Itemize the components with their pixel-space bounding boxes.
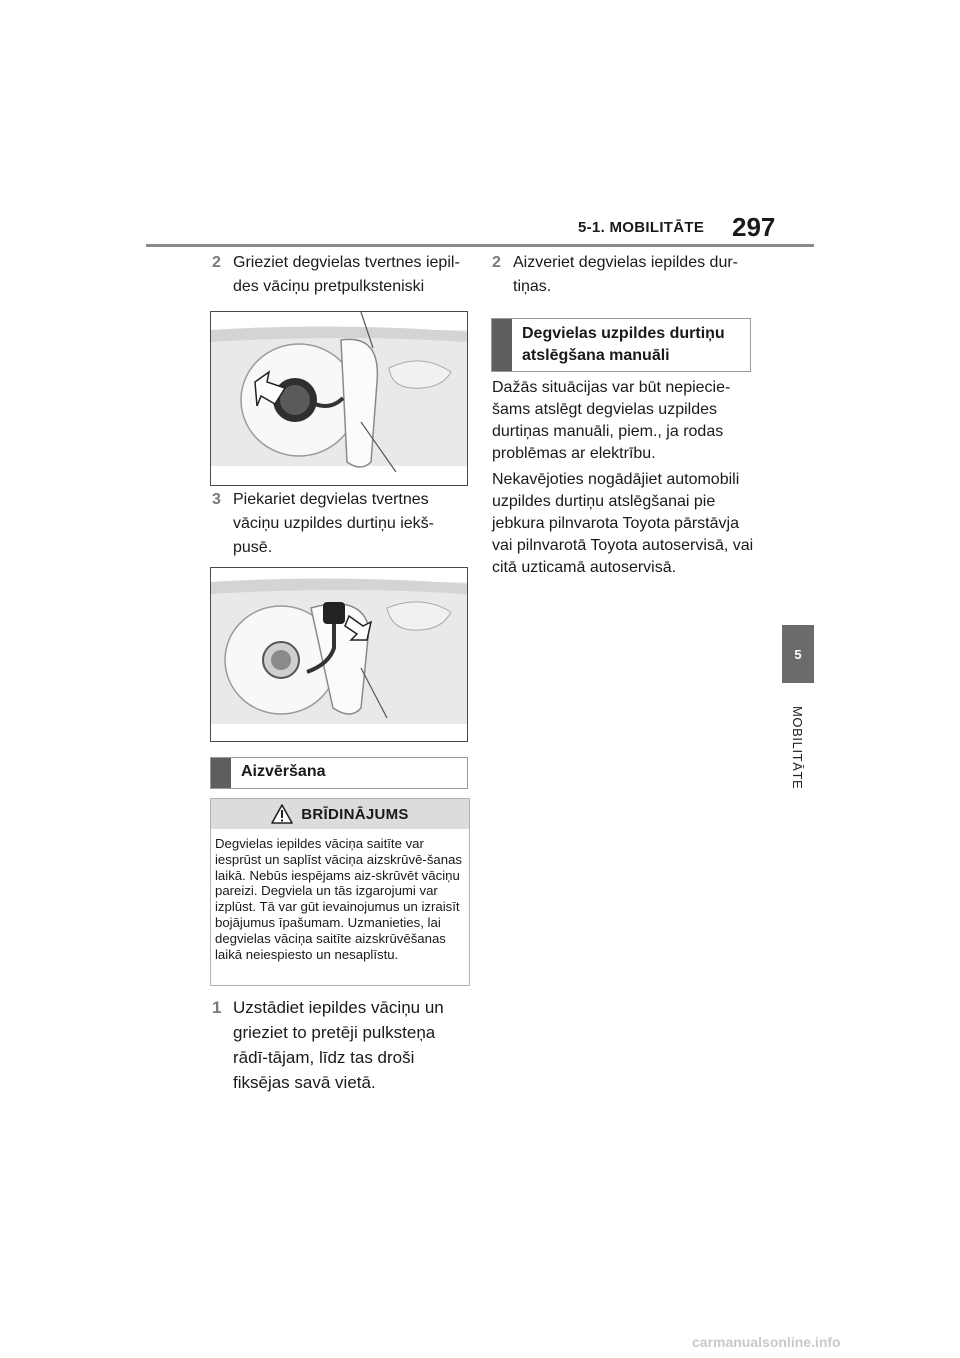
step-text: Uzstādiet iepildes vāciņu un grieziet to pretēji pulksteņa rādī-tājam, līdz tas droši fiksējas savā vietā. <box>233 998 444 1092</box>
warning-box <box>210 798 470 986</box>
paragraph-situations: Dažās situācijas var būt nepiecie-šams atslēgt degvielas uzpildes durtiņas manuāli, piem., ja rodas problēmas ar elektrību. <box>492 379 731 462</box>
step-text: Aizveriet degvielas iepildes dur-tiņas. <box>513 254 738 295</box>
warning-label: BRĪDINĀJUMS <box>301 805 409 823</box>
heading-bar <box>492 319 512 371</box>
step-number: 3 <box>212 491 221 508</box>
chapter-label: MOBILITĀTE <box>790 706 805 790</box>
warning-header <box>211 799 469 829</box>
closing-heading-box <box>210 757 468 789</box>
manual-heading-box <box>491 318 751 372</box>
step-open-3 <box>212 488 468 560</box>
manual-heading: Degvielas uzpildes durtiņu atslēgšana manuāli <box>522 325 725 364</box>
watermark: carmanualsonline.info <box>692 1334 841 1350</box>
warning-text: Degvielas iepildes vāciņa saitīte var iesprūst un saplīst vāciņa aizskrūvē-šanas laikā. Nebūs iespējams aiz-skrūvēt vāciņu pareizi. Degviela un tās izgarojumi var izplūst. Tā var gūt ievainojumus un izraisīt bojājumus īpašumam. Uzmanieties, lai degvielas vāciņa saitīte aizskrūvēšanas laikā neiespiesto un nesaplīstu. <box>215 836 463 962</box>
illustration-unscrew <box>211 312 467 485</box>
page-number: 297 <box>732 212 776 242</box>
step-open-2 <box>212 251 468 299</box>
step-number: 1 <box>212 998 222 1017</box>
figure-hang-cap <box>210 567 468 742</box>
step-number: 2 <box>212 254 221 271</box>
illustration-hang <box>211 568 467 741</box>
chapter-tab <box>782 625 814 683</box>
step-text: Piekariet degvielas tvertnes vāciņu uzpildes durtiņu iekš-pusē. <box>233 491 434 556</box>
closing-heading: Aizvēršana <box>241 763 326 780</box>
figure-unscrew-cap <box>210 311 468 486</box>
chapter-number: 5 <box>794 646 802 662</box>
step-close-1 <box>212 995 474 1095</box>
step-close-2 <box>492 251 752 299</box>
warning-triangle-icon <box>271 804 293 824</box>
step-text: Grieziet degvielas tvertnes iepil-des vāciņu pretpulksteniski <box>233 254 460 295</box>
paragraph-dealer: Nekavējoties nogādājiet automobili uzpildes durtiņu atslēgšanai pie jebkura pilnvarota Toyota pārstāvja vai pilnvarotā Toyota autoservisā, vai citā uzticamā autoservisā. <box>492 471 754 576</box>
section-title: 5-1. MOBILITĀTE <box>578 219 705 236</box>
step-number: 2 <box>492 254 501 271</box>
heading-bar <box>211 758 231 788</box>
header-rule <box>146 244 814 247</box>
